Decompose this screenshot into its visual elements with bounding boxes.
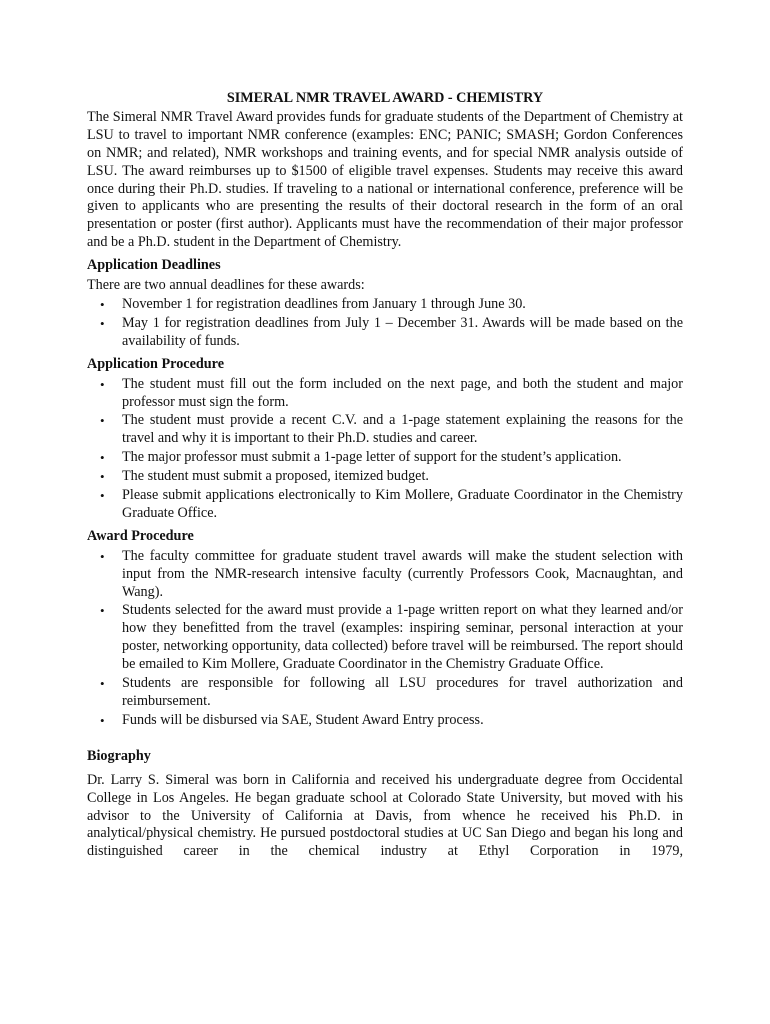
list-item: • Students selected for the award must provide a 1-page written report on what they learned and/or how they benefitted from the travel (examples: inspiring seminar, personal interaction at your poster, networking opportunity, data collected) before travel will be reimbursed. The report should be emailed to Kim Mollere, Graduate Coordinator in the Chemistry Graduate Office. — [100, 602, 683, 673]
deadlines-list — [87, 296, 683, 351]
document-page — [87, 90, 683, 861]
procedure-list — [87, 376, 683, 523]
page-title: SIMERAL NMR TRAVEL AWARD - CHEMISTRY — [226, 90, 544, 106]
bullet-icon: • — [100, 469, 105, 485]
bullet-icon: • — [100, 676, 105, 692]
award-list — [87, 548, 683, 730]
deadlines-lead: There are two annual deadlines for these awards: — [87, 277, 365, 294]
deadlines-heading: Application Deadlines — [87, 257, 221, 274]
bullet-icon: • — [100, 376, 105, 392]
bullet-icon: • — [100, 315, 105, 331]
bullet-icon: • — [100, 712, 105, 728]
award-heading: Award Procedure — [87, 527, 194, 544]
list-item: • Funds will be disbursed via SAE, Student Award Entry process. — [100, 711, 484, 728]
list-item: • November 1 for registration deadlines from January 1 through June 30. — [100, 295, 526, 312]
list-item: • The faculty committee for graduate student travel awards will make the student selection with input from the NMR-research intensive faculty (currently Professors Cook, Macnaughtan, and Wang). — [100, 547, 683, 600]
bullet-icon: • — [100, 450, 105, 466]
bullet-icon: • — [100, 296, 105, 312]
bullet-icon: • — [100, 548, 105, 564]
procedure-heading: Application Procedure — [87, 355, 225, 372]
biography-heading: Biography — [87, 747, 151, 764]
list-item: • The major professor must submit a 1-page letter of support for the student’s application. — [100, 449, 622, 466]
biography-paragraph: Dr. Larry S. Simeral was born in California and received his undergraduate degree from Occidental College in Los Angeles. He began graduate school at Colorado State University, but moved with his advisor to the University of California at Davis, from whence he received his Ph.D. in analytical/physical chemistry. He pursued postdoctoral studies at UC San Diego and began his long and distinguished career in the chemical industry at Ethyl Corporation in 1979, — [87, 771, 683, 860]
list-item: • The student must fill out the form included on the next page, and both the student and major professor must sign the form. — [100, 375, 683, 410]
bullet-icon: • — [100, 488, 105, 504]
list-item: • Please submit applications electronically to Kim Mollere, Graduate Coordinator in the Chemistry Graduate Office. — [100, 487, 683, 521]
list-item: • May 1 for registration deadlines from July 1 – December 31. Awards will be made based on the availability of funds. — [100, 314, 683, 349]
list-item: • Students are responsible for following all LSU procedures for travel authorization and reimbursement. — [100, 675, 683, 709]
bullet-icon: • — [100, 603, 105, 619]
bullet-icon: • — [100, 413, 105, 429]
list-item: • The student must provide a recent C.V. and a 1-page statement explaining the reasons for the travel and why it is important to their Ph.D. studies and career. — [100, 412, 683, 447]
list-item: • The student must submit a proposed, itemized budget. — [100, 468, 429, 485]
intro-paragraph: The Simeral NMR Travel Award provides funds for graduate students of the Department of Chemistry at LSU to travel to important NMR conference (examples: ENC; PANIC; SMASH; Gordon Conferences on NMR; and related), NMR workshops and training events, and for special NMR analysis outside of LSU. The award reimburses up to $1500 of eligible travel expenses. Students may receive this award once during their Ph.D. studies. If traveling to a national or international conference, preference will be given to applicants who are presenting the results of their doctoral research in the form of an oral presentation or poster (first author). Applicants must have the recommendation of their major professor and be a Ph.D. student in the Department of Chemistry. — [87, 108, 683, 251]
